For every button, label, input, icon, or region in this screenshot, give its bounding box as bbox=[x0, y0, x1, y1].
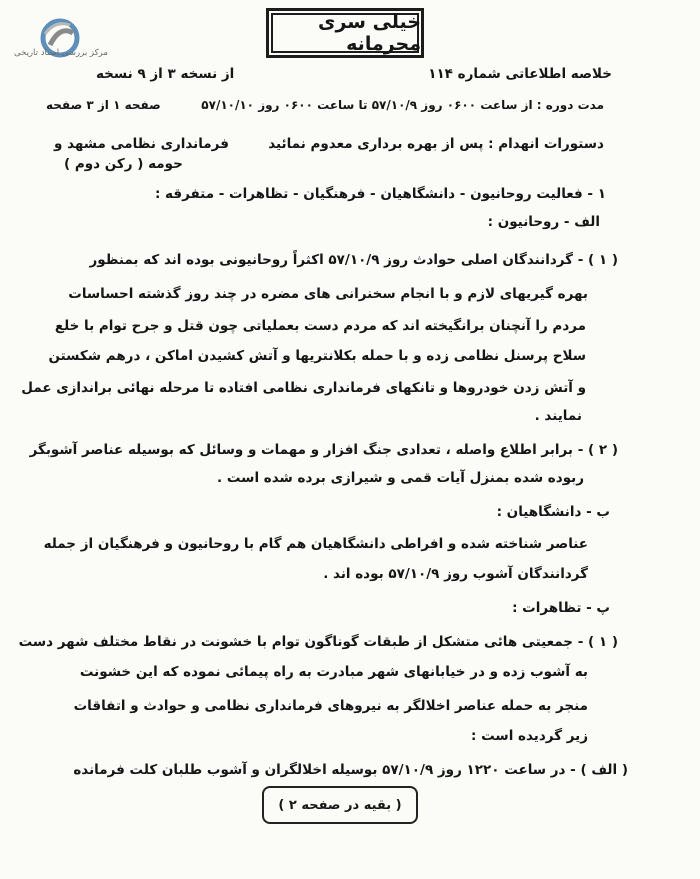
paragraph-1-line: مردم را آنچنان برانگیخته اند که مردم دست بعملیاتی چون قتل و جرح توام با خلع bbox=[54, 318, 586, 334]
paragraph-3-line: عناصر شناخته شده و افراطی دانشگاهیان هم گام با روحانیون و فرهنگیان از جمله bbox=[43, 536, 588, 552]
summary-title: خلاصه اطلاعاتی شماره ۱۱۴ bbox=[428, 66, 612, 82]
paragraph-2-line: ربوده شده بمنزل آیات قمی و شیرازی برده شده است . bbox=[217, 470, 584, 486]
subsection-academics: ب - دانشگاهیان : bbox=[496, 504, 610, 520]
page-info: صفحه ۱ از ۳ صفحه bbox=[46, 98, 161, 112]
paragraph-1-line: و آتش زدن خودروها و تانکهای فرمانداری نظامی افتاده تا مرحله نهائی براندازی عمل bbox=[21, 380, 586, 396]
continued-note: ( بقیه در صفحه ۲ ) bbox=[262, 786, 418, 824]
paragraph-3-line: گردانندگان آشوب روز ۵۷/۱۰/۹ بوده اند . bbox=[323, 566, 588, 582]
paragraph-1-line: ( ۱ ) - گردانندگان اصلی حوادث روز ۵۷/۱۰/۹ اکثراً روحانیونی بوده اند که بمنظور bbox=[89, 252, 618, 268]
recipient-line-1: فرمانداری نظامی مشهد و bbox=[54, 136, 229, 152]
paragraph-4-line: زیر گردیده است : bbox=[471, 728, 588, 744]
destruction-instruction: دستورات انهدام : پس از بهره برداری معدوم نمائید bbox=[268, 136, 604, 152]
paragraph-4-line: ( ۱ ) - جمعیتی هائی متشکل از طبقات گوناگون توام با خشونت در نقاط مختلف شهر دست bbox=[18, 634, 618, 650]
copy-info: از نسخه ۳ از ۹ نسخه bbox=[96, 66, 235, 82]
subsection-demonstrations: پ - تظاهرات : bbox=[512, 600, 610, 616]
paragraph-4-line: به آشوب زده و در خیابانهای شهر مبادرت به راه پیمائی نموده که این خشونت bbox=[79, 664, 588, 680]
paragraph-1-line: بهره گیریهای لازم و با انجام سخنرانی های مضره در چند روز گذشته احساسات bbox=[68, 286, 588, 302]
paragraph-1-line: نمایند . bbox=[534, 408, 582, 424]
period-line: مدت دوره : از ساعت ۰۶۰۰ روز ۵۷/۱۰/۹ تا ساعت ۰۶۰۰ روز ۵۷/۱۰/۱۰ bbox=[201, 98, 604, 112]
paragraph-5-line: ( الف ) - در ساعت ۱۲۲۰ روز ۵۷/۱۰/۹ بوسیله اخلالگران و آشوب طلبان کلت فرمانده bbox=[73, 762, 628, 778]
archive-logo-text: مرکز بررسی اسناد تاریخی bbox=[14, 48, 108, 58]
section-heading: ۱ - فعالیت روحانیون - دانشگاهیان - فرهنگیان - تظاهرات - متفرقه : bbox=[154, 186, 606, 202]
recipient-line-2: حومه ( رکن دوم ) bbox=[64, 156, 183, 172]
paragraph-2-line: ( ۲ ) - برابر اطلاع واصله ، تعدادی جنگ افزار و مهمات و وسائل که بوسیله عناصر آشوبگر bbox=[29, 442, 618, 458]
subsection-clergy: الف - روحانیون : bbox=[487, 214, 600, 230]
paragraph-4-line: منجر به حمله عناصر اخلالگر به نیروهای فرمانداری نظامی و حوادث و اتفاقات bbox=[73, 698, 588, 714]
paragraph-1-line: سلاح پرسنل نظامی زده و با حمله بکلانتریها و آتش کشیدن اماکن ، درهم شکستن bbox=[48, 348, 586, 364]
classification-stamp: خیلی سری محرمانه bbox=[266, 8, 424, 58]
